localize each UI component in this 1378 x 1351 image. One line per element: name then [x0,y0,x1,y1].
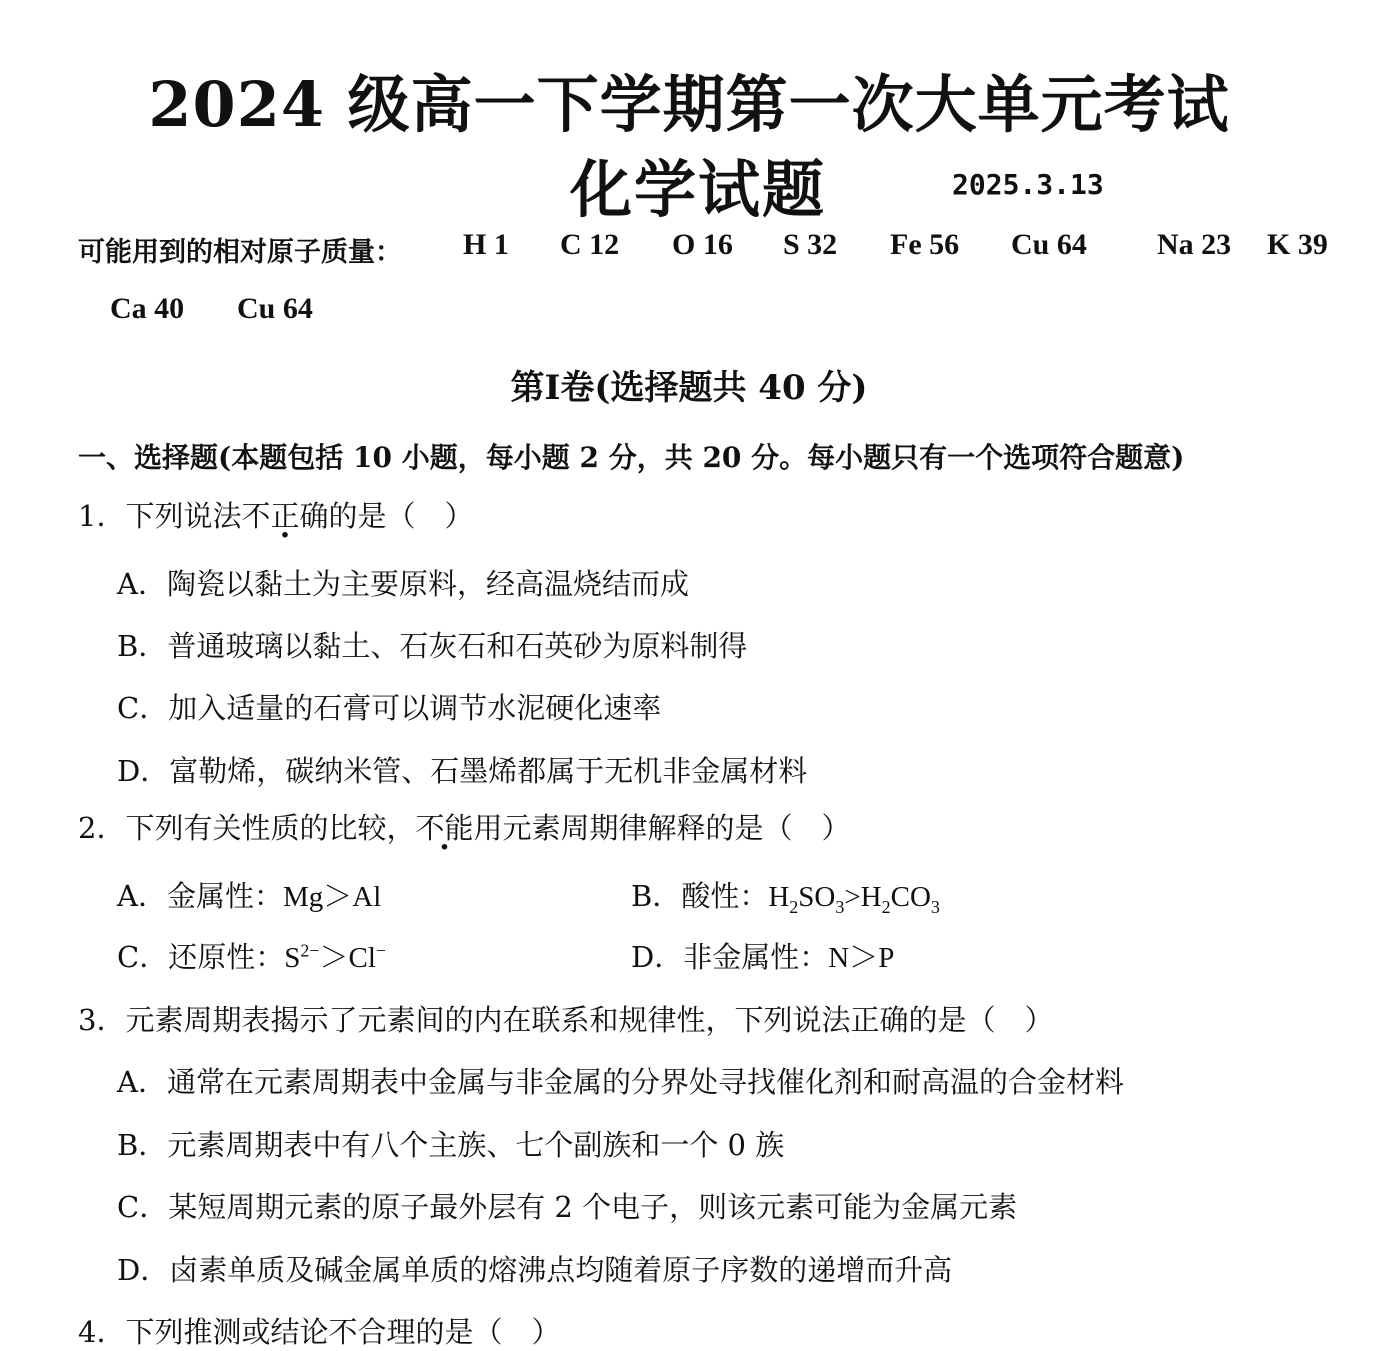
q2-option-b: B．酸性：$H_2SO_3>H_2CO_3$ [631,879,940,917]
chemical-formula: $H_2SO_3>H_2CO_3$ [768,881,940,917]
exam-subtitle: 化学试题 [570,153,827,226]
emphasis-text: 不正确 [241,499,329,533]
emphasis-text: 不能 [415,811,474,845]
mass-item: S 32 [783,228,838,261]
q1-option-a: A．陶瓷以黏土为主要原料，经高温烧结而成 [117,567,689,601]
q3-option-d: D．卤素单质及碱金属单质的熔沸点均随着原子序数的递增而升高 [117,1253,953,1287]
section-title: 第Ⅰ卷(选择题共 40 分) [510,368,868,408]
mass-item: K 39 [1267,228,1328,261]
q3-option-a: A．通常在元素周期表中金属与非金属的分界处寻找催化剂和耐高温的合金材料 [117,1065,1124,1099]
atomic-mass-list [0,228,1378,338]
mass-item: Ca 40 [110,292,185,325]
q1-option-c: C．加入适量的石膏可以调节水泥硬化速率 [117,691,662,725]
q2-option-a: A．金属性：Mg＞Al [117,879,382,913]
q2-option-c: C．还原性：$S^{2-}>Cl^-$ [117,940,387,974]
q1-option-d: D．富勒烯，碳纳米管、石墨烯都属于无机非金属材料 [117,754,808,788]
question-2: 2．下列有关性质的比较，不能用元素周期律解释的是（ ） [78,811,851,845]
question-3: 3．元素周期表揭示了元素间的内在联系和规律性，下列说法正确的是（ ） [78,1003,1054,1037]
mass-item: C 12 [560,228,620,261]
question-4: 4．下列推测或结论不合理的是（ ） [78,1315,561,1349]
part-heading: 一、选择题(本题包括 10 小题，每小题 2 分，共 20 分。每小题只有一个选项符合题意) [78,441,1185,474]
mass-item: Na 23 [1157,228,1232,261]
q3-option-b: B．元素周期表中有八个主族、七个副族和一个 0 族 [117,1128,785,1162]
q1-option-b: B．普通玻璃以黏土、石灰石和石英砂为原料制得 [117,629,748,663]
q2-option-d: D．非金属性：N＞P [631,940,895,974]
atomic-mass-label: 可能用到的相对原子质量： [78,237,402,268]
mass-item: Fe 56 [890,228,960,261]
mass-item: H 1 [463,228,509,261]
exam-title: 2024 级高一下学期第一次大单元考试 [148,68,1230,141]
question-1: 1．下列说法不正确的是（ ） [78,499,474,533]
mass-item: Cu 64 [237,292,313,325]
q3-option-c: C．某短周期元素的原子最外层有 2 个电子，则该元素可能为金属元素 [117,1190,1018,1224]
exam-date: 2025.3.13 [952,168,1104,201]
mass-item: O 16 [672,228,733,261]
chemical-formula: $S^{2-}>Cl^-$ [284,940,387,974]
mass-item: Cu 64 [1011,228,1087,261]
